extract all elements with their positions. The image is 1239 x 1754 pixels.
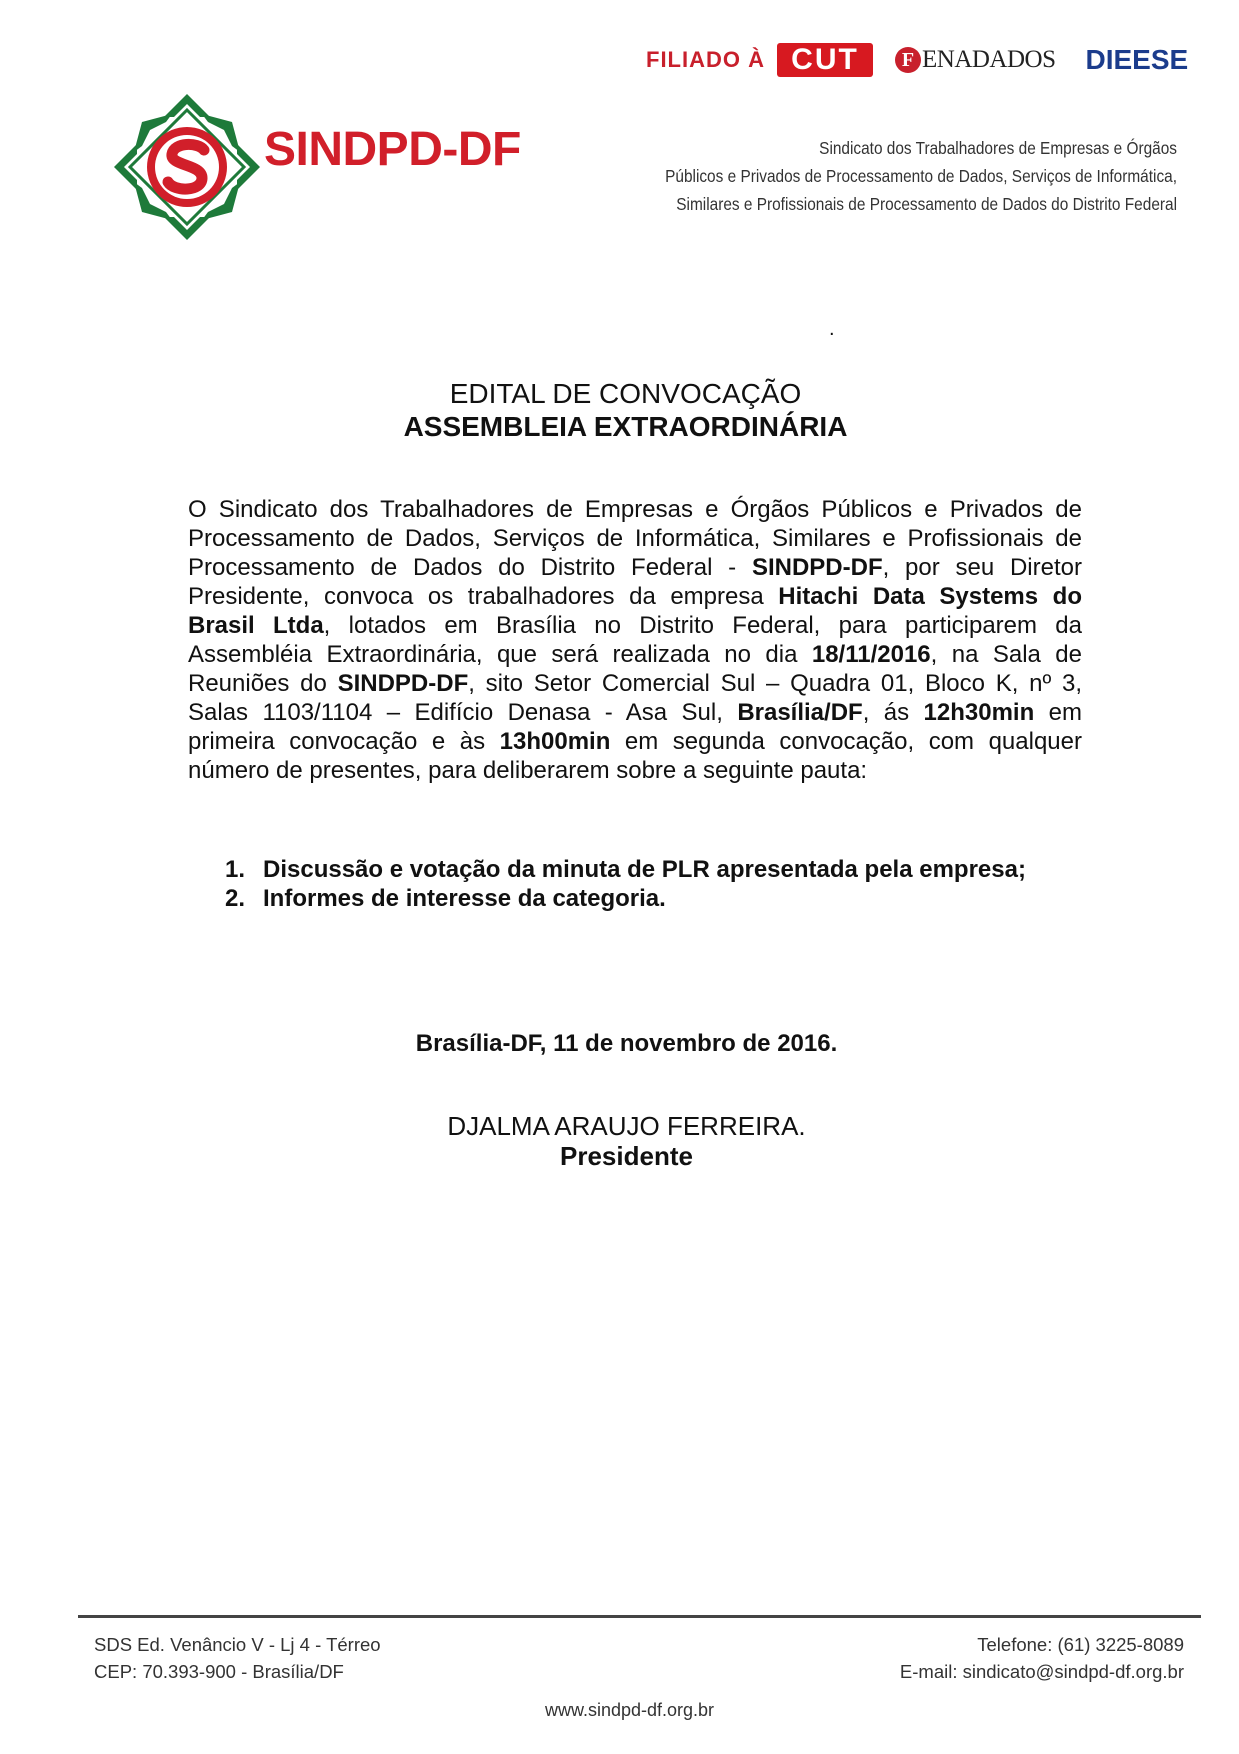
convocation-paragraph — [188, 495, 1082, 785]
dieese-logo: DIEESE — [1085, 44, 1189, 75]
affiliation-label: FILIADO À — [646, 47, 765, 72]
cut-logo — [777, 43, 873, 77]
document-title: EDITAL DE CONVOCAÇÃO — [449, 378, 802, 409]
document-subtitle: ASSEMBLEIA EXTRAORDINÁRIA — [403, 411, 848, 442]
footer-contact — [900, 1631, 1184, 1685]
footer-address — [94, 1631, 381, 1685]
meeting-city: Brasília/DF — [737, 699, 863, 726]
body-text: , ás — [862, 699, 924, 726]
agenda-item-text: Discussão e votação da minuta de PLR apresentada pela empresa; — [263, 856, 1026, 883]
affiliation-strip — [646, 40, 1196, 80]
signer-role: Presidente — [560, 1141, 693, 1171]
body-text: O Sindicato dos Trabalhadores de Empresas e Órgãos Públicos e Privados de Processamento de Dados, Serviços de Informática, Similares e Profissionais de Processamento de Dados do Distrito Federal - — [188, 496, 1082, 581]
email-text: E-mail: sindicato@sindpd-df.org.br — [899, 1661, 1184, 1682]
sindpd-emblem-icon — [112, 92, 262, 242]
phone-text: Telefone: (61) 3225-8089 — [977, 1634, 1184, 1655]
signer-name: DJALMA ARAUJO FERREIRA. — [447, 1111, 806, 1141]
agenda-item — [225, 855, 1026, 884]
sindpd-logo-text: SINDPD-DF — [264, 123, 521, 176]
fenadados-logo — [895, 46, 1056, 74]
footer-divider — [78, 1615, 1201, 1618]
fenadados-logo-text: ENADADOS — [922, 46, 1056, 73]
agenda-item-number: 1. — [225, 856, 246, 883]
institution-line: Sindicato dos Trabalhadores de Empresas e Órgãos — [819, 138, 1177, 158]
body-bold: SINDPD-DF — [751, 554, 883, 581]
body-text: , na Sala de Reuniões do — [188, 641, 1082, 697]
second-call-time: 13h00min — [499, 728, 611, 755]
institution-description — [631, 134, 1177, 218]
body-text: , sito Setor Comercial Sul – Quadra 01, Bloco K, nº 3, Salas 1103/1104 – Edifício Denasa - Asa Sul, — [188, 670, 1083, 726]
agenda-item-number: 2. — [225, 885, 246, 912]
agenda-item — [225, 884, 1026, 913]
body-text: em primeira convocação e às — [188, 699, 1082, 755]
company-name: Hitachi Data Systems do Brasil Ltda — [188, 583, 1082, 639]
fenadados-initial: F — [895, 47, 921, 73]
first-call-time: 12h30min — [923, 699, 1035, 726]
meeting-date: 18/11/2016 — [811, 641, 931, 668]
body-text: em segunda convocação, com qualquer número de presentes, para deliberarem sobre a seguinte pauta: — [188, 728, 1082, 784]
sindpd-logo — [112, 92, 572, 242]
cut-logo-text: CUT — [791, 43, 859, 76]
place-date: Brasília-DF, 11 de novembro de 2016. — [415, 1030, 838, 1057]
body-text: , lotados em Brasília no Distrito Federal, para participarem da Assembléia Extraordinária, que será realizada no dia — [188, 612, 1083, 668]
institution-line: Públicos e Privados de Processamento de Dados, Serviços de Informática, — [665, 166, 1177, 186]
address-line: SDS Ed. Venâncio V - Lj 4 - Térreo — [94, 1634, 381, 1655]
address-line: CEP: 70.393-900 - Brasília/DF — [94, 1661, 344, 1682]
website-link: www.sindpd-df.org.br — [544, 1700, 715, 1720]
agenda-list — [225, 855, 1026, 913]
agenda-item-text: Informes de interesse da categoria. — [263, 885, 666, 912]
stray-mark: . — [829, 318, 835, 340]
body-bold: SINDPD-DF — [337, 670, 469, 697]
body-text: , por seu Diretor Presidente, convoca os trabalhadores da empresa — [188, 554, 1082, 610]
institution-line: Similares e Profissionais de Processamento de Dados do Distrito Federal — [676, 194, 1177, 214]
